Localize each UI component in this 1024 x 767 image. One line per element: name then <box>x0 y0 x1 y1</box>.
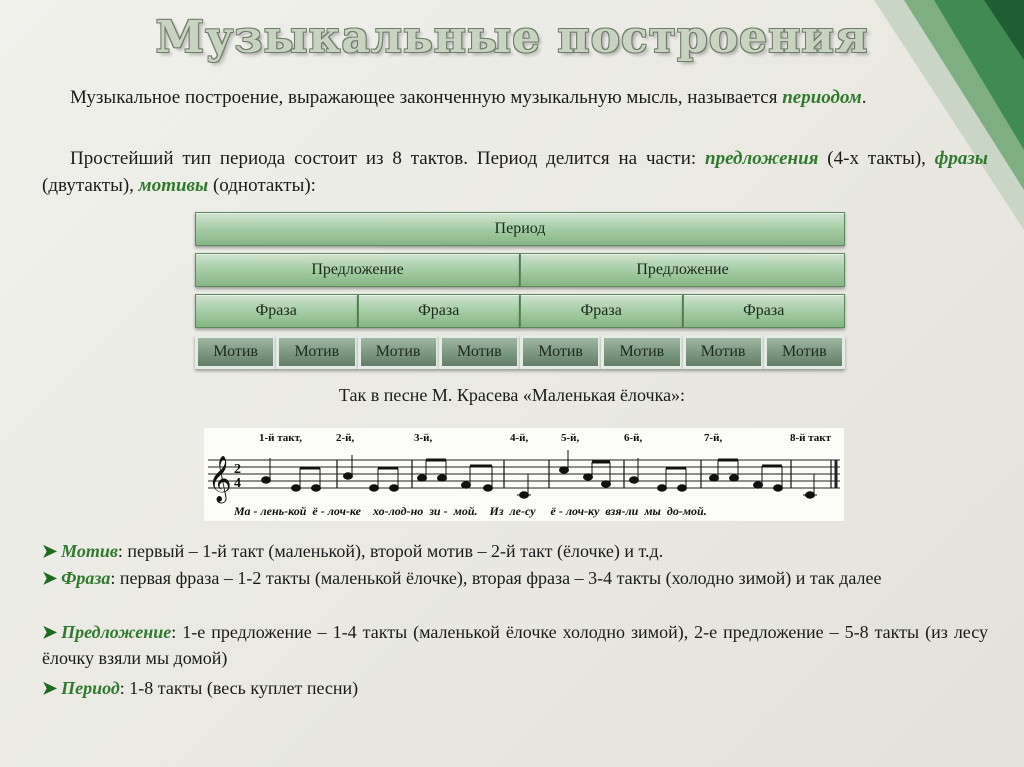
motif-block: Мотив <box>439 335 520 369</box>
measure-label: 2-й, <box>336 432 355 444</box>
measure-label: 3-й, <box>414 432 433 444</box>
time-signature: 2 <box>234 462 241 477</box>
motif-block: Мотив <box>520 335 601 369</box>
arrow-icon: ➤ <box>42 622 58 642</box>
structure-paragraph <box>42 145 988 199</box>
measure-label: 7-й, <box>704 432 723 444</box>
period-row <box>195 212 845 246</box>
bullet-motif <box>42 538 988 564</box>
arrow-icon: ➤ <box>42 678 58 698</box>
bullet-term: Предложение <box>61 622 172 642</box>
measure-label: 4-й, <box>510 432 529 444</box>
motif-block: Мотив <box>601 335 682 369</box>
bullet-text: : 1-8 такты (весь куплет песни) <box>119 678 359 698</box>
term-sentences: предложения <box>705 148 819 169</box>
p2-text2: (4-х такты), <box>818 148 935 169</box>
music-score <box>204 428 844 521</box>
bullet-text: : первая фраза – 1-2 такты (маленькой ёлочке), вторая фраза – 3-4 такты (холодно зимой) и так далее <box>110 568 882 588</box>
sentence-block: Предложение <box>195 253 520 287</box>
p1-end: . <box>861 87 867 108</box>
motif-block: Мотив <box>195 335 276 369</box>
time-signature: 4 <box>234 476 241 491</box>
period-structure-diagram <box>195 212 845 376</box>
p1-text: Музыкальное построение, выражающее законченную музыкальную мысль, называется <box>70 87 783 108</box>
measure-label: 1-й такт, <box>259 432 302 444</box>
term-motifs: мотивы <box>138 175 209 196</box>
p2-text3: (двутакты), <box>42 175 139 196</box>
phrase-block: Фраза <box>358 294 521 328</box>
motif-block: Мотив <box>276 335 357 369</box>
measure-label: 8-й такт <box>790 432 832 444</box>
staff <box>208 460 840 488</box>
motif-row <box>195 335 845 369</box>
bullet-text: : 1-е предложение – 1-4 такты (маленькой ёлочке холодно зимой), 2-е предложение – 5-8 такты (из лесу ёлочку взяли мы домой) <box>42 622 988 668</box>
motif-block: Мотив <box>683 335 764 369</box>
bullet-sentence <box>42 619 988 671</box>
term-period: периодом <box>782 87 862 108</box>
bullet-term: Период <box>61 678 120 698</box>
lyrics: Ма - лень-кой ё - лоч-ке хо-лод-но зи - мой. Из ле-су ё - лоч-ку взя-ли мы до-мой. <box>234 504 707 518</box>
bullet-term: Фраза <box>61 568 111 588</box>
page-title: Музыкальные построения <box>155 12 869 63</box>
sentence-block: Предложение <box>520 253 845 287</box>
phrase-block: Фраза <box>195 294 358 328</box>
arrow-icon: ➤ <box>42 541 58 561</box>
period-block: Период <box>195 212 845 246</box>
p2-text4: (однотакты): <box>208 175 316 196</box>
phrase-row <box>195 294 845 328</box>
p2-text1: Простейший тип периода состоит из 8 тактов. Период делится на части: <box>70 148 706 169</box>
term-phrases: фразы <box>934 148 988 169</box>
phrase-block: Фраза <box>683 294 846 328</box>
phrase-block: Фраза <box>520 294 683 328</box>
bullet-term: Мотив <box>61 541 118 561</box>
song-caption: Так в песне М. Красева «Маленькая ёлочка»: <box>338 385 686 405</box>
measure-label: 6-й, <box>624 432 643 444</box>
motif-block: Мотив <box>764 335 845 369</box>
arrow-icon: ➤ <box>42 568 58 588</box>
bullet-phrase <box>42 565 988 591</box>
definition-paragraph <box>42 84 988 111</box>
bullet-period <box>42 675 988 701</box>
treble-clef-icon: 𝄞 <box>208 456 232 502</box>
measure-label: 5-й, <box>561 432 580 444</box>
sentence-row <box>195 253 845 287</box>
measure-labels <box>259 432 832 444</box>
bullet-text: : первый – 1-й такт (маленькой), второй мотив – 2-й такт (ёлочке) и т.д. <box>117 541 664 561</box>
motif-block: Мотив <box>358 335 439 369</box>
